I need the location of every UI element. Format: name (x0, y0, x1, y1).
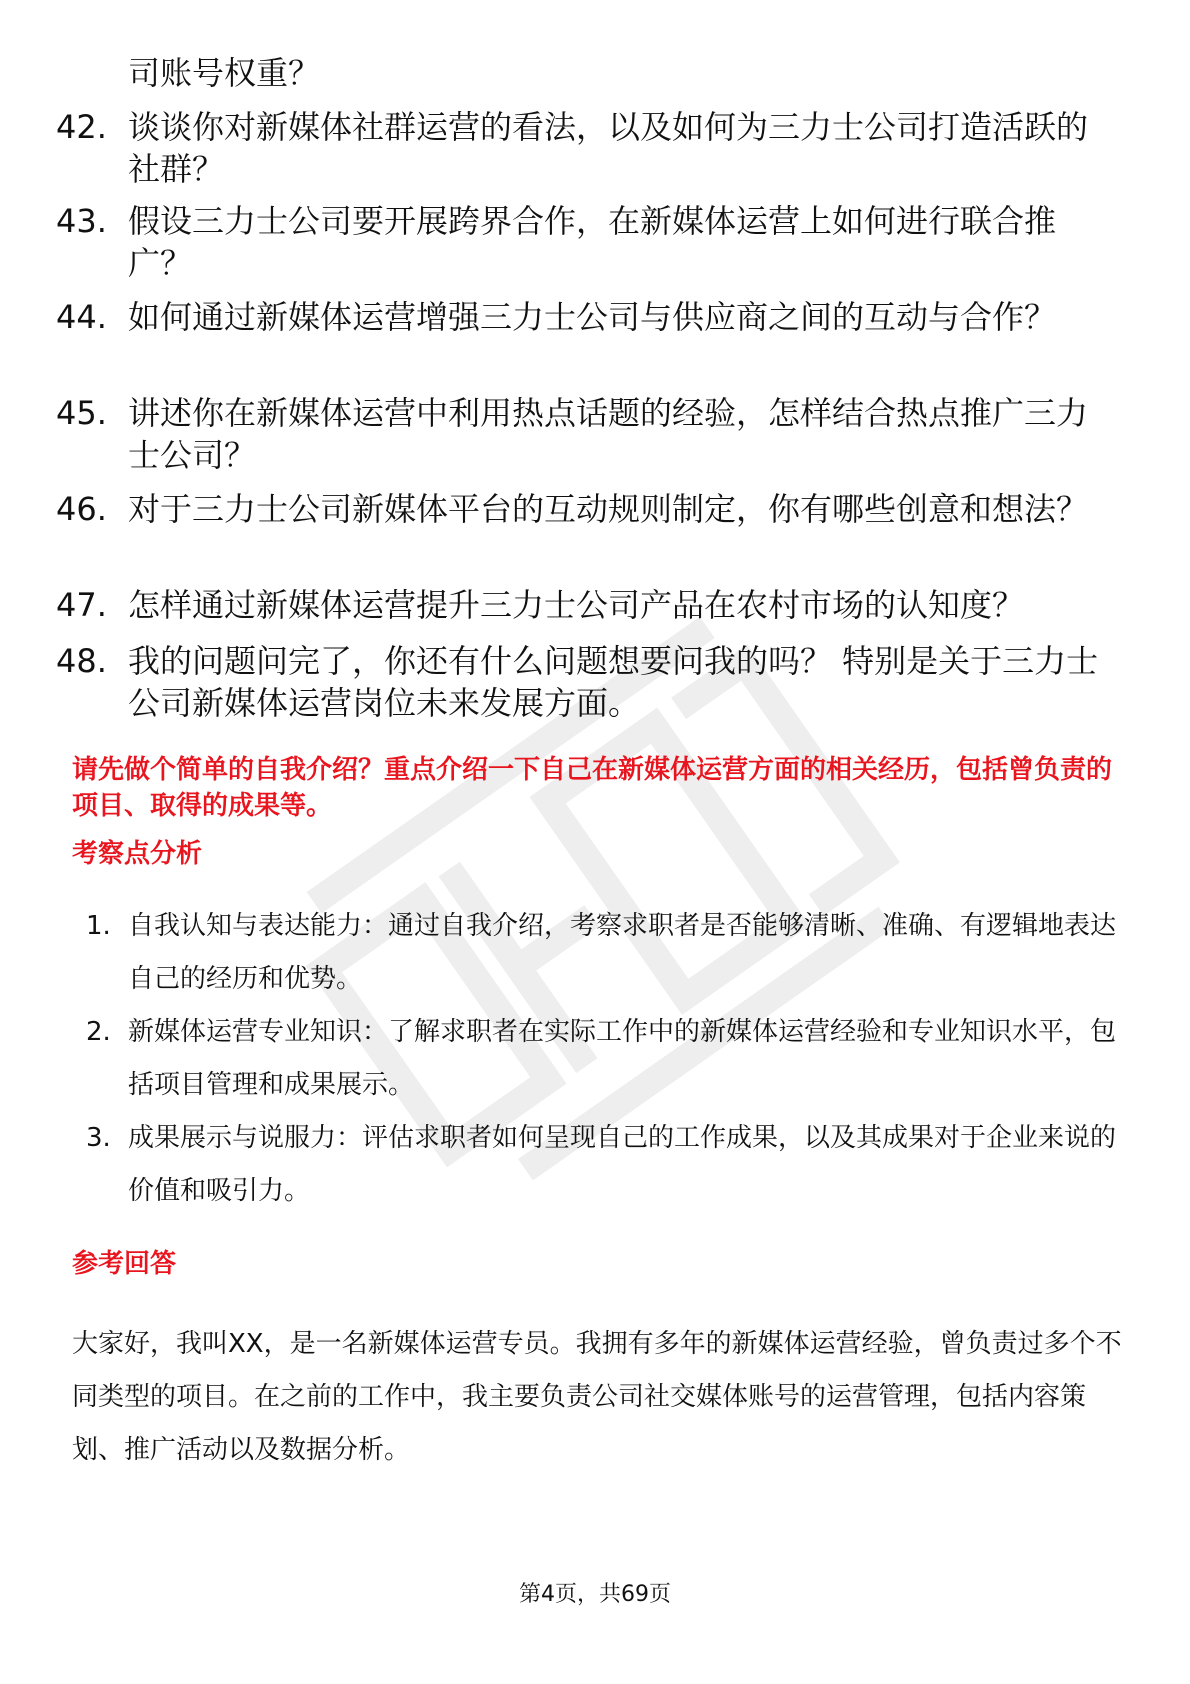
question-number: 44. (56, 298, 107, 336)
analysis-number: 1. (86, 911, 111, 941)
question-number: 46. (56, 490, 107, 528)
question-text: 假设三力士公司要开展跨界合作，在新媒体运营上如何进行联合推广？ (128, 202, 1057, 282)
question-text: 对于三力士公司新媒体平台的互动规则制定，你有哪些创意和想法？ (128, 490, 1089, 528)
page-number: 第4页，共69页 (519, 1582, 671, 1607)
reference-answer-text: 大家好，我叫XX，是一名新媒体运营专员。我拥有多年的新媒体运营经验，曾负责过多个不同类型的项目。在之前的工作中，我主要负责公司社交媒体账号的运营管理，包括内容策划、推广活动以及数据分析。 (72, 1329, 1122, 1465)
question-text: 讲述你在新媒体运营中利用热点话题的经验，怎样结合热点推广三力士公司？ (128, 394, 1089, 474)
question-text: 谈谈你对新媒体社群运营的看法，以及如何为三力士公司打造活跃的社群？ (128, 108, 1089, 188)
question-text: 如何通过新媒体运营增强三力士公司与供应商之间的互动与合作？ (128, 298, 1057, 336)
analysis-text: 新媒体运营专业知识：了解求职者在实际工作中的新媒体运营经验和专业知识水平，包括项目管理和成果展示。 (128, 1017, 1117, 1100)
analysis-number: 2. (86, 1017, 111, 1047)
analysis-text: 成果展示与说服力：评估求职者如何呈现自己的工作成果，以及其成果对于企业来说的价值和吸引力。 (128, 1123, 1117, 1206)
question-number: 43. (56, 202, 107, 240)
question-number: 48. (56, 642, 107, 680)
question-text: 怎样通过新媒体运营提升三力士公司产品在农村市场的认知度？ (128, 586, 1025, 624)
analysis-heading: 考察点分析 (72, 839, 203, 869)
analysis-text: 自我认知与表达能力：通过自我介绍，考察求职者是否能够清晰、准确、有逻辑地表达自己的经历和优势。 (128, 911, 1117, 994)
analysis-number: 3. (86, 1123, 111, 1153)
question-number: 42. (56, 108, 107, 146)
question-number: 47. (56, 586, 107, 624)
interview-question-heading: 请先做个简单的自我介绍？重点介绍一下自己在新媒体运营方面的相关经历，包括曾负责的项目、取得的成果等。 (72, 755, 1113, 821)
question-text: 我的问题问完了，你还有什么问题想要问我的吗？ 特别是关于三力士公司新媒体运营岗位未来发展方面。 (128, 642, 1099, 722)
reference-answer-heading: 参考回答 (72, 1249, 177, 1279)
question-continuation: 司账号权重？ (128, 54, 321, 92)
question-number: 45. (56, 394, 107, 432)
